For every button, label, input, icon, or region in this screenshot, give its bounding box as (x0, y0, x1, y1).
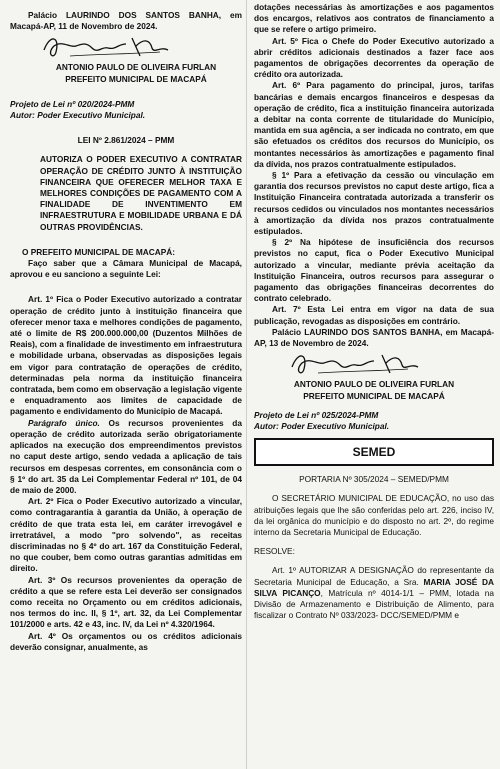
portaria-art-1 (254, 565, 494, 621)
paragrafo-1: § 1º Para a efetivação da cessão ou vinculação em garantia dos recursos previstos no caput deste artigo, fica a Instituição Financeira contratada autorizada a transferir os recursos cedidos ou vinculados nos montantes necessários à amortização da dívida nos prazos contratualmente estipulados. (254, 170, 494, 237)
paragrafo-unico (10, 418, 242, 496)
portaria-title: PORTARIA Nº 305/2024 – SEMED/PMM (299, 474, 449, 485)
signer-title: PREFEITO MUNICIPAL DE MACAPÁ (303, 390, 445, 401)
art-2: Art. 2º Fica o Poder Executivo autorizado a vincular, como contragarantia à garantia da União, à operação de crédito de que trata esta lei, em caráter irrevogável e irretratável, a modo "pro solvendo", as receitas discriminadas no § 4º do art. 167 da Constituição Federal, no que couber, bem como outras garantias admitidas em direito. (10, 496, 242, 574)
date-line: Palácio LAURINDO DOS SANTOS BANHA, em Macapá-AP, 13 de Novembro de 2024. (254, 326, 494, 349)
paragrafo-label: Parágrafo único. (28, 417, 100, 428)
paragrafo-text: Os recursos provenientes da operação de crédito autorizada serão obrigatoriamente aplicados na execução dos empreendimentos previstos no caput deste artigo, sendo vedada a aplicação de tais recursos em despesas correntes, em consonância com o § 1º do art. 35 da Lei Complementar Federal nº 101, de 04 de maio de 2000. (10, 417, 242, 495)
autor: Autor: Poder Executivo Municipal. (10, 110, 146, 121)
signature (10, 32, 242, 62)
signer-name: ANTONIO PAULO DE OLIVEIRA FURLAN (293, 379, 455, 390)
art-4: Art. 4º Os orçamentos ou os créditos adicionais deverão consignar, anualmente, as (10, 630, 242, 652)
art-5: Art. 5º Fica o Chefe do Poder Executivo autorizado a abrir créditos adicionais destinados a fazer face aos pagamentos de obrigações decorrentes da operação de crédito ora autorizada. (254, 35, 494, 80)
signature (254, 349, 494, 379)
signer-title: PREFEITO MUNICIPAL DE MACAPÁ (65, 73, 207, 84)
art-7: Art. 7º Esta Lei entra em vigor na data de sua publicação, revogadas as disposições em contrário. (254, 304, 494, 326)
prefeito-heading: O PREFEITO MUNICIPAL DE MACAPÁ: (22, 246, 176, 257)
designee-name: MARIA JOSÉ DA SILVA PICANÇO (254, 576, 494, 598)
art-4-continued: dotações necessárias às amortizações e aos pagamentos dos encargos, relativos aos contratos de financiamento a que se refere o artigo primeiro. (254, 2, 494, 35)
column-divider (246, 0, 247, 769)
semed-header-box: SEMED (254, 438, 494, 466)
faco-saber: Faço saber que a Câmara Municipal de Macapá, aprovou e eu sanciono a seguinte Lei: (10, 258, 242, 280)
resolve-label: RESOLVE: (254, 546, 295, 557)
projeto-de-lei: Projeto de Lei nº 020/2024-PMM (10, 98, 135, 109)
date-line: Palácio LAURINDO DOS SANTOS BANHA, em Macapá-AP, 11 de Novembro de 2024. (10, 10, 242, 32)
paragrafo-2: § 2º Na hipótese de insuficiência dos recursos previstos no caput, fica o Poder Executivo Municipal autorizado a vincular, mediante prévia aceitação da Instituição Financeira, outros recursos para assegurar o pagamento das obrigações financeiras decorrentes do contrato celebrado. (254, 237, 494, 304)
right-column (254, 0, 494, 621)
portaria-art-1-b: , Matrícula nº 4014-1/1 – PMM, lotada na Divisão de Armazenamento e Distribuição de Alimento, para fiscalizar o Contrato Nº 033/2023- DCC/SEMED/PMM e (254, 587, 494, 621)
art-3: Art. 3º Os recursos provenientes da operação de crédito a que se refere esta Lei deverão ser consignados como receita no Orçamento ou em créditos adicionais, nos termos do inc. II, § 1º, art. 32, da Lei Complementar 101/2000 e arts. 42 e 43, inc. IV, da Lei nº 4.320/1964. (10, 574, 242, 630)
art-1: Art. 1º Fica o Poder Executivo autorizado a contratar operação de crédito junto à instituição financeira que oferecer menor taxa e melhores condições de pagamento, até o limite de R$ 200.000.000,00 (Duzentos Milhões de Reais), com a finalidade de investimento em infraestrutura e mobilidade urbana, observadas as disposições legais em vigor para contratação de operações de crédito, determinadas pela norma da instituição financeira contratada, bem como em observação a legislação vigente e enquadramento aos limites de capacidade de pagamento e endividamento do Município de Macapá. (10, 294, 242, 417)
portaria-art-1-a: Art. 1º AUTORIZAR A DESIGNAÇÃO do representante da Secretaria Municipal de Educação, a Sra. (254, 565, 494, 587)
projeto-de-lei: Projeto de Lei nº 025/2024-PMM (254, 409, 379, 420)
autor: Autor: Poder Executivo Municipal. (254, 420, 390, 431)
left-column (10, 0, 242, 653)
art-6: Art. 6º Para pagamento do principal, juros, tarifas bancárias e demais encargos financeiros e despesas da operação de crédito, fica a instituição financeira autorizada a debitar na conta corrente de titularidade do Município, mantida em sua agência, a ser indicada no contrato, em que são efetuados os créditos dos recursos do Município, os montantes necessários às amortizações e pagamento final da dívida, nos prazos contratualmente estipulados. (254, 80, 494, 169)
lei-title: LEI Nº 2.861/2024 – PMM (77, 135, 175, 146)
signer-name: ANTONIO PAULO DE OLIVEIRA FURLAN (55, 62, 217, 73)
portaria-intro: O SECRETÁRIO MUNICIPAL DE EDUCAÇÃO, no uso das atribuições legais que lhe são conferidas pelo art. 226, inciso IV, da lei orgânica do município e do disposto no art. 2º, do regime interno da Secretaria Municipal de Educação. (254, 493, 494, 537)
ementa: AUTORIZA O PODER EXECUTIVO A CONTRATAR OPERAÇÃO DE CRÉDITO JUNTO À INSTITUIÇÃO FINANCEIRA QUE OFERECER MELHOR TAXA E MELHORES CONDIÇÕES DE PAGAMENTO COM A FINALIDADE DE INVENTIMENTO EM INFRAESTRUTURA E MOBILIDADE URBANA E DÁ OUTRAS PROVIDÊNCIAS. (40, 154, 242, 232)
